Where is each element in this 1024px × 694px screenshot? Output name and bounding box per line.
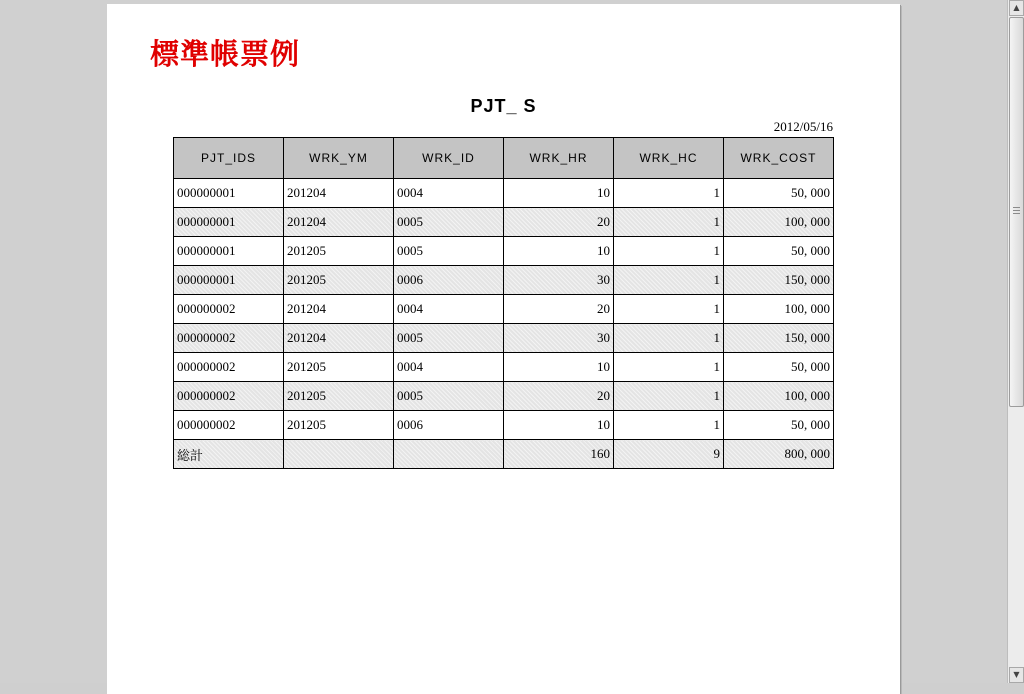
scroll-up-arrow-icon[interactable]: ▲: [1009, 0, 1024, 16]
cell-wrk-hr: 20: [504, 382, 614, 411]
cell-pjt-ids: 000000001: [174, 237, 284, 266]
cell-wrk-cost: 100, 000: [724, 382, 834, 411]
cell-wrk-hc: 1: [614, 382, 724, 411]
cell-wrk-hr: 30: [504, 266, 614, 295]
cell-wrk-hr: 10: [504, 237, 614, 266]
cell-wrk-hc: 1: [614, 295, 724, 324]
grip-line: [1013, 213, 1020, 214]
table-row: [174, 237, 834, 266]
cell-pjt-ids: 000000001: [174, 266, 284, 295]
cell-wrk-hc: 1: [614, 411, 724, 440]
cell-wrk-hr: 10: [504, 411, 614, 440]
cell-pjt-ids: 000000001: [174, 208, 284, 237]
cell-wrk-cost: 100, 000: [724, 208, 834, 237]
scrollbar-thumb[interactable]: [1009, 17, 1024, 407]
cell-pjt-ids: 000000001: [174, 179, 284, 208]
cell-wrk-ym: 201205: [284, 382, 394, 411]
cell-pjt-ids: 000000002: [174, 324, 284, 353]
column-header-wrk-cost: WRK_COST: [724, 138, 834, 179]
cell-wrk-hc: 1: [614, 208, 724, 237]
cell-wrk-id: [394, 440, 504, 469]
column-header-pjt-ids: PJT_IDS: [174, 138, 284, 179]
cell-wrk-cost: 50, 000: [724, 179, 834, 208]
total-wrk-cost: 800, 000: [724, 440, 834, 469]
scroll-down-arrow-icon[interactable]: ▼: [1009, 667, 1024, 683]
cell-wrk-cost: 50, 000: [724, 237, 834, 266]
cell-wrk-hc: 1: [614, 353, 724, 382]
cell-wrk-id: 0005: [394, 382, 504, 411]
report-date: 2012/05/16: [773, 119, 833, 134]
cell-wrk-cost: 50, 000: [724, 411, 834, 440]
table-row: [174, 382, 834, 411]
cell-wrk-cost: 150, 000: [724, 324, 834, 353]
cell-wrk-hr: 30: [504, 324, 614, 353]
cell-wrk-cost: 150, 000: [724, 266, 834, 295]
total-wrk-hc: 9: [614, 440, 724, 469]
table-row: [174, 353, 834, 382]
column-header-wrk-hc: WRK_HC: [614, 138, 724, 179]
report-title: PJT_ S: [470, 96, 537, 116]
cell-wrk-cost: 100, 000: [724, 295, 834, 324]
cell-wrk-ym: [284, 440, 394, 469]
table-row: [174, 179, 834, 208]
cell-wrk-hr: 10: [504, 353, 614, 382]
grip-line: [1013, 207, 1020, 208]
table-row: [174, 266, 834, 295]
table-row: [174, 295, 834, 324]
header-row: [174, 138, 834, 179]
column-header-wrk-id: WRK_ID: [394, 138, 504, 179]
table-header: [174, 138, 834, 179]
cell-wrk-ym: 201204: [284, 295, 394, 324]
report-table: [173, 137, 834, 469]
vertical-scrollbar[interactable]: [1007, 0, 1024, 683]
cell-wrk-hr: 20: [504, 295, 614, 324]
cell-pjt-ids: 000000002: [174, 295, 284, 324]
cell-wrk-id: 0005: [394, 237, 504, 266]
cell-wrk-id: 0006: [394, 266, 504, 295]
cell-wrk-id: 0004: [394, 295, 504, 324]
column-header-wrk-hr: WRK_HR: [504, 138, 614, 179]
report-page: [107, 4, 900, 694]
cell-wrk-ym: 201204: [284, 324, 394, 353]
table-row: [174, 324, 834, 353]
column-header-wrk-ym: WRK_YM: [284, 138, 394, 179]
cell-wrk-id: 0005: [394, 208, 504, 237]
cell-wrk-ym: 201205: [284, 266, 394, 295]
total-wrk-hr: 160: [504, 440, 614, 469]
cell-pjt-ids: 000000002: [174, 411, 284, 440]
cell-wrk-hc: 1: [614, 237, 724, 266]
cell-wrk-ym: 201204: [284, 208, 394, 237]
cell-wrk-hc: 1: [614, 324, 724, 353]
cell-pjt-ids: 000000002: [174, 353, 284, 382]
report-heading: 標準帳票例: [150, 37, 301, 71]
cell-wrk-hr: 20: [504, 208, 614, 237]
cell-wrk-ym: 201205: [284, 353, 394, 382]
cell-wrk-hc: 1: [614, 179, 724, 208]
cell-wrk-hc: 1: [614, 266, 724, 295]
table-body: [174, 179, 834, 469]
cell-wrk-ym: 201204: [284, 179, 394, 208]
cell-wrk-id: 0004: [394, 353, 504, 382]
cell-pjt-ids: 000000002: [174, 382, 284, 411]
grand-total-row: [174, 440, 834, 469]
cell-wrk-ym: 201205: [284, 411, 394, 440]
cell-wrk-id: 0005: [394, 324, 504, 353]
cell-wrk-cost: 50, 000: [724, 353, 834, 382]
grand-total-label: 総計: [174, 440, 284, 469]
table-row: [174, 208, 834, 237]
cell-wrk-hr: 10: [504, 179, 614, 208]
grip-line: [1013, 210, 1020, 211]
cell-wrk-ym: 201205: [284, 237, 394, 266]
cell-wrk-id: 0004: [394, 179, 504, 208]
table-row: [174, 411, 834, 440]
cell-wrk-id: 0006: [394, 411, 504, 440]
